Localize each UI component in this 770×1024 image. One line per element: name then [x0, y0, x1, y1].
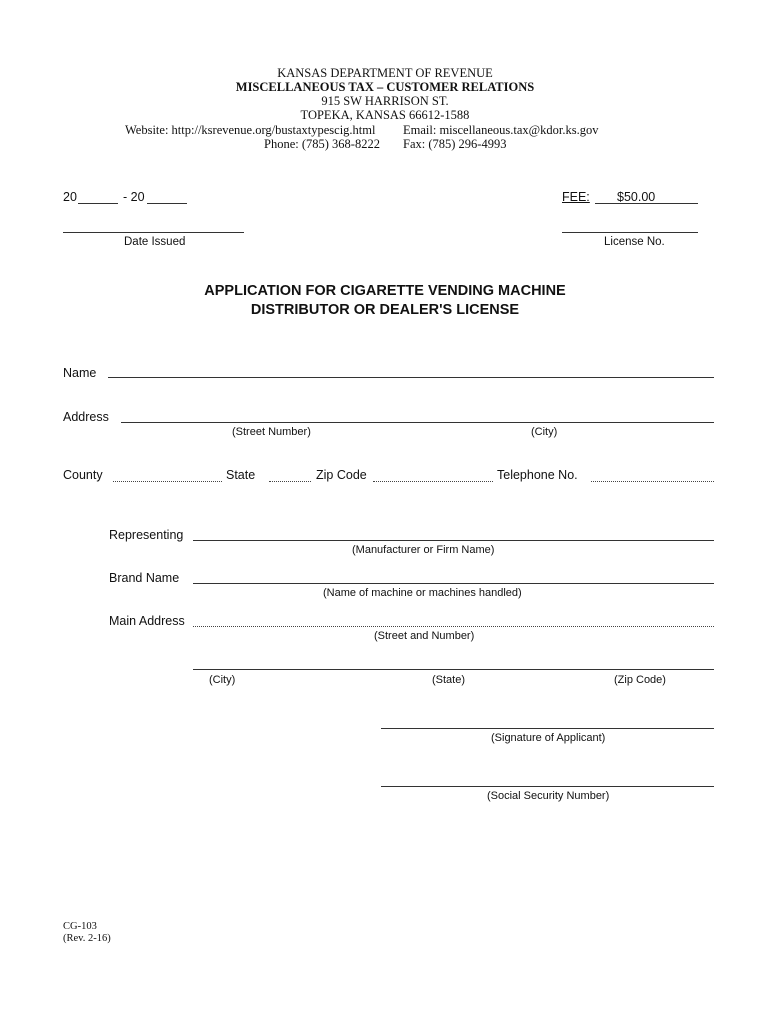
ssn-field[interactable]: [381, 786, 714, 787]
representing-caption: (Manufacturer or Firm Name): [352, 544, 495, 556]
street-number-caption: (Street Number): [232, 426, 311, 438]
license-no-field[interactable]: [562, 232, 698, 233]
county-label: County: [63, 468, 103, 482]
representing-label: Representing: [109, 528, 184, 542]
signature-caption: (Signature of Applicant): [491, 732, 606, 744]
form-revision: (Rev. 2-16): [63, 933, 111, 944]
signature-field[interactable]: [381, 728, 714, 729]
state-field[interactable]: [269, 481, 311, 482]
agency-email: Email: miscellaneous.tax@kdor.ks.gov: [403, 123, 599, 137]
agency-name: KANSAS DEPARTMENT OF REVENUE: [277, 66, 493, 80]
main-address-label: Main Address: [109, 614, 185, 628]
brand-name-label: Brand Name: [109, 571, 180, 585]
division-name: MISCELLANEOUS TAX – CUSTOMER RELATIONS: [235, 80, 535, 94]
form-title-line2: DISTRIBUTOR OR DEALER'S LICENSE: [250, 302, 520, 318]
fee-underline: [595, 203, 698, 204]
state-label: State: [226, 468, 256, 482]
agency-phone: Phone: (785) 368-8222: [264, 137, 380, 151]
address-field[interactable]: [121, 422, 714, 423]
main-city-caption: (City): [209, 674, 236, 686]
agency-website: Website: http://ksrevenue.org/bustaxtypescig.html: [125, 123, 376, 137]
telephone-label: Telephone No.: [497, 468, 578, 482]
year-start-prefix: 20: [63, 190, 77, 204]
agency-fax: Fax: (785) 296-4993: [403, 137, 507, 151]
main-street-caption: (Street and Number): [374, 630, 475, 642]
ssn-caption: (Social Security Number): [487, 790, 610, 802]
name-field[interactable]: [108, 377, 714, 378]
zip-label: Zip Code: [316, 468, 367, 482]
date-issued-caption: Date Issued: [124, 236, 186, 248]
brand-name-caption: (Name of machine or machines handled): [323, 587, 522, 599]
address-label: Address: [63, 410, 109, 424]
form-number: CG-103: [63, 921, 97, 932]
main-zip-caption: (Zip Code): [614, 674, 666, 686]
zip-field[interactable]: [373, 481, 493, 482]
brand-name-field[interactable]: [193, 583, 714, 584]
name-label: Name: [63, 366, 97, 380]
main-address-street-field[interactable]: [193, 626, 714, 627]
agency-street: 915 SW HARRISON ST.: [321, 94, 449, 108]
fee-label: FEE:: [562, 190, 590, 204]
year-end-field[interactable]: [147, 203, 187, 204]
year-start-field[interactable]: [78, 203, 118, 204]
fee-value: $50.00: [617, 190, 656, 204]
year-end-prefix: - 20: [123, 190, 145, 204]
main-state-caption: (State): [432, 674, 466, 686]
form-title-line1: APPLICATION FOR CIGARETTE VENDING MACHINE: [204, 283, 566, 299]
representing-field[interactable]: [193, 540, 714, 541]
county-field[interactable]: [113, 481, 222, 482]
telephone-field[interactable]: [591, 481, 714, 482]
license-no-caption: License No.: [604, 236, 665, 248]
date-issued-field[interactable]: [63, 232, 244, 233]
city-caption: (City): [531, 426, 558, 438]
main-address-city-state-zip-field[interactable]: [193, 669, 714, 670]
agency-city-state-zip: TOPEKA, KANSAS 66612-1588: [300, 108, 470, 122]
